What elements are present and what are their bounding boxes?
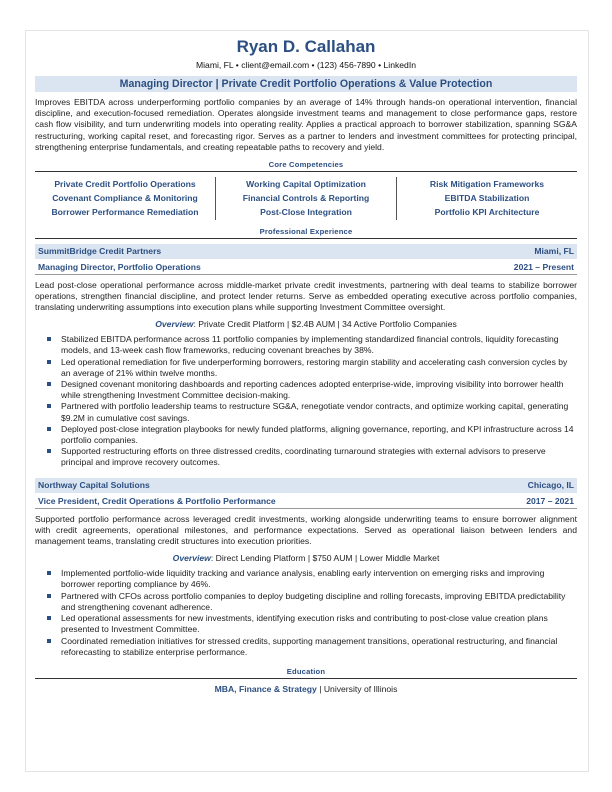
competency-item: Working Capital Optimization	[246, 179, 366, 190]
competency-item: Post-Close Integration	[260, 207, 352, 218]
job-company-bar	[35, 244, 577, 259]
section-heading-education: Education	[35, 667, 577, 679]
competency-item: Financial Controls & Reporting	[242, 193, 370, 204]
competency-item: Risk Mitigation Frameworks	[429, 179, 545, 190]
achievement-list	[35, 334, 577, 468]
achievement-item	[61, 357, 577, 379]
overview-label: Overview	[155, 319, 194, 330]
candidate-name: Ryan D. Callahan	[236, 37, 376, 56]
overview-text: : Private Credit Platform | $2.4B AUM | 34 Active Portfolio Companies	[193, 319, 457, 330]
contact-linkedin[interactable]: LinkedIn	[383, 60, 417, 70]
competencies-grid	[35, 177, 577, 220]
contact-separator-icon: •	[235, 60, 242, 70]
overview-label: Overview	[172, 553, 211, 564]
section-heading-competencies: Core Competencies	[35, 160, 577, 172]
square-bullet-icon	[47, 616, 51, 620]
square-bullet-icon	[47, 360, 51, 364]
job-company-bar	[35, 478, 577, 493]
competency-item: Borrower Performance Remediation	[51, 207, 199, 218]
job-title: Vice President, Credit Operations & Portfolio Performance	[38, 495, 276, 506]
contact-separator-icon: •	[378, 60, 384, 70]
job-company: SummitBridge Credit Partners	[38, 245, 162, 256]
square-bullet-icon	[47, 404, 51, 408]
achievement-text: Supported restructuring efforts on three distressed credits, coordinating turnaround strategies with external advisors to preserve principal and improve recovery outcomes.	[61, 446, 546, 468]
achievement-text: Implemented portfolio-wide liquidity tracking and variance analysis, enabling early intervention on emerging risks and improving borrower reporting compliance by 46%.	[61, 568, 545, 590]
achievement-item	[61, 568, 577, 590]
resume-page	[25, 30, 589, 772]
education-degree: MBA, Finance & Strategy	[214, 683, 317, 694]
contact-email[interactable]: client@email.com	[241, 60, 310, 70]
job-dates: 2021 – Present	[513, 261, 574, 272]
achievement-item	[61, 401, 577, 423]
square-bullet-icon	[47, 382, 51, 386]
square-bullet-icon	[47, 594, 51, 598]
achievement-list	[35, 568, 577, 658]
achievement-item	[61, 613, 577, 635]
job-description: Lead post-close operational performance across middle-market private credit investments, partnering with deal teams to stabilize borrower operations, strengthen financial discipline, and protect lender returns. Serve as embedded operating executive across portfolio companies, translating underwriting assumptions into execution plans while supporting Investment Committee oversight.	[35, 279, 577, 313]
achievement-text: Coordinated remediation initiatives for stressed credits, supporting management transitions, operational restructuring, and financial reforecasting to stabilize enterprise performance.	[61, 635, 558, 657]
competencies-column	[215, 177, 396, 220]
square-bullet-icon	[47, 571, 51, 575]
achievement-item	[61, 334, 577, 356]
resume-content	[35, 37, 577, 695]
overview-text: : Direct Lending Platform | $750 AUM | Lower Middle Market	[210, 553, 440, 564]
achievement-text: Stabilized EBITDA performance across 11 portfolio companies by implementing standardized financial controls, liquidity forecasting models, and 13-week cash flow frameworks, reducing covenant breaches by 38%.	[61, 334, 559, 356]
competency-item: Private Credit Portfolio Operations	[54, 179, 196, 190]
job-role-bar	[35, 260, 577, 275]
achievement-item	[61, 424, 577, 446]
contact-separator-icon: •	[311, 60, 317, 70]
competencies-column	[396, 177, 577, 220]
job-description: Supported portfolio performance across leveraged credit investments, working alongside underwriting teams to ensure borrower alignment with credit agreements, operational milestones, and performance expectations. Served as operational liaison between lenders and management teams, translating credit structures into execution priorities.	[35, 513, 577, 547]
achievement-text: Deployed post-close integration playbooks for newly funded platforms, aligning governance, reporting, and KPI infrastructure across 14 portfolio companies.	[61, 423, 574, 446]
achievement-text: Designed covenant monitoring dashboards and reporting cadences adopted enterprise-wide, improving visibility into borrower health while strengthening Investment Committee decision-making.	[61, 379, 564, 401]
achievement-text: Led operational remediation for five underperforming borrowers, restoring margin stability and accelerating cash conversion cycles by an average of 21% within twelve months.	[61, 356, 568, 378]
achievement-text: Partnered with portfolio leadership teams to restructure SG&A, renegotiate vendor contracts, and optimize working capital, generating $9.2M in cumulative cost savings.	[61, 401, 569, 423]
job-company: Northway Capital Solutions	[38, 479, 150, 490]
competency-item: EBITDA Stabilization	[444, 193, 530, 204]
education-separator: |	[316, 683, 324, 694]
job-location: Chicago, IL	[527, 479, 574, 490]
education-school: University of Illinois	[323, 683, 398, 694]
education-line	[35, 684, 577, 695]
competency-item: Portfolio KPI Architecture	[434, 207, 540, 218]
job-dates: 2017 – 2021	[526, 495, 574, 506]
achievement-item	[61, 591, 577, 613]
job-location: Miami, FL	[534, 245, 574, 256]
achievement-text: Led operational assessments for new investments, identifying execution risks and contributing to post-close value creation plans presented to Investment Committee.	[61, 613, 548, 635]
section-heading-experience: Professional Experience	[35, 227, 577, 239]
contact-location: Miami, FL	[195, 60, 234, 70]
achievement-text: Partnered with CFOs across portfolio companies to deploy budgeting discipline and rolling forecasts, improving EBITDA predictability and strengthening covenant adherence.	[61, 590, 566, 612]
headline-banner: Managing Director | Private Credit Portfolio Operations & Value Protection	[35, 76, 577, 92]
job-title: Managing Director, Portfolio Operations	[38, 261, 201, 272]
competencies-column	[35, 177, 215, 220]
competency-item: Covenant Compliance & Monitoring	[52, 193, 198, 204]
job-overview	[35, 553, 577, 564]
achievement-item	[61, 446, 577, 468]
job-overview	[35, 319, 577, 330]
square-bullet-icon	[47, 449, 51, 453]
square-bullet-icon	[47, 337, 51, 341]
square-bullet-icon	[47, 427, 51, 431]
job-role-bar	[35, 494, 577, 509]
summary-paragraph: Improves EBITDA across underperforming portfolio companies by an average of 14% through hands-on operational intervention, financial discipline, and execution-focused remediation. Operates alongside investment teams and management to close performance gaps, restore cash flow visibility, and turn underwriting models into operating reality. Applies a practical approach to borrower stabilization, spanning SG&A restructuring, working capital reset, and forecasting rigor. Serves as a partner to lenders and investment committees for protecting principal, strengthening enterprise fundamentals, and creating repeatable paths to recovery and yield.	[35, 97, 577, 152]
achievement-item	[61, 379, 577, 401]
contact-phone: (123) 456-7890	[316, 60, 376, 70]
contact-line	[35, 59, 577, 71]
square-bullet-icon	[47, 639, 51, 643]
achievement-item	[61, 636, 577, 658]
